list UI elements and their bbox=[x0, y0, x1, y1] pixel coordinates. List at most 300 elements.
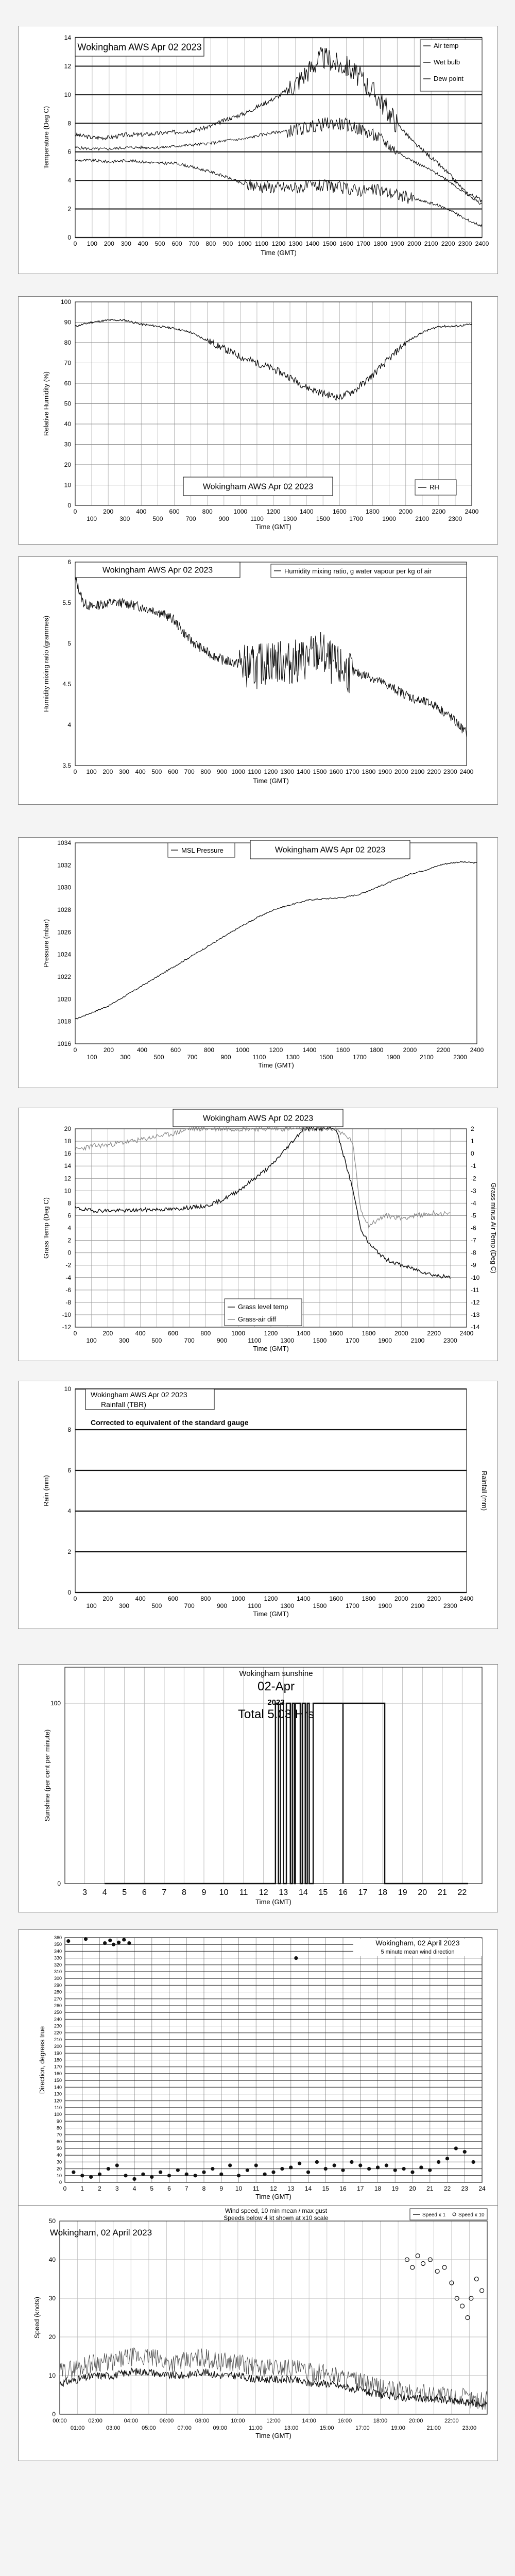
x-tick-label: 03:00 bbox=[106, 2425, 121, 2431]
x-tick-label: 700 bbox=[184, 1337, 195, 1344]
x-tick-label: 800 bbox=[200, 1595, 211, 1602]
y-tick-label: 210 bbox=[54, 2037, 62, 2042]
y-tick-label: -6 bbox=[65, 1286, 71, 1294]
y2-tick-label: -1 bbox=[471, 1162, 476, 1170]
y-tick-label: 14 bbox=[64, 34, 71, 41]
x-tick-label: 0 bbox=[73, 1595, 77, 1602]
y-tick-label: 0 bbox=[59, 2180, 62, 2185]
data-point bbox=[84, 1937, 88, 1941]
x-tick-label: 1200 bbox=[264, 1330, 278, 1337]
x-tick-label: 200 bbox=[104, 240, 114, 247]
grass-temp-chart bbox=[19, 1108, 497, 1361]
x-tick-label: 400 bbox=[135, 1330, 146, 1337]
y-tick-label: 310 bbox=[54, 1969, 62, 1974]
y-tick-label: 0 bbox=[67, 1249, 71, 1257]
y-tick-label: 150 bbox=[54, 2078, 62, 2083]
x-tick-label: 20 bbox=[409, 2185, 416, 2192]
data-point bbox=[445, 2157, 449, 2160]
y-tick-label: -10 bbox=[62, 1311, 71, 1318]
x-tick-label: 1300 bbox=[280, 1602, 295, 1609]
x-tick-label: 1200 bbox=[271, 240, 286, 247]
x-tick-label: 0 bbox=[73, 240, 77, 247]
y-tick-label: 100 bbox=[60, 298, 71, 306]
y2-tick-label: -6 bbox=[471, 1224, 476, 1232]
x-tick-label: 300 bbox=[119, 515, 130, 522]
y-tick-label: 12 bbox=[64, 1175, 71, 1182]
x-tick-label: 6 bbox=[167, 2185, 171, 2192]
x-tick-label: 1700 bbox=[356, 240, 370, 247]
x-tick-label: 1200 bbox=[269, 1046, 283, 1054]
data-point bbox=[306, 2171, 310, 2174]
x-tick-label: 0 bbox=[73, 1046, 77, 1054]
y-tick-label: 3.5 bbox=[62, 762, 71, 769]
x-axis-label: Time (GMT) bbox=[255, 1898, 291, 1906]
y-tick-label: 0 bbox=[52, 2411, 56, 2418]
y-tick-label: 330 bbox=[54, 1955, 62, 1961]
x-tick-label: 18 bbox=[374, 2185, 382, 2192]
data-point bbox=[341, 2168, 345, 2172]
chart-title: Wokingham AWS Apr 02 2023 bbox=[274, 845, 386, 855]
legend-label: MSL Pressure bbox=[181, 846, 224, 854]
data-point bbox=[132, 2177, 136, 2181]
x-tick-label: 100 bbox=[87, 240, 97, 247]
x-tick-label: 2100 bbox=[410, 1602, 425, 1609]
x-tick-label: 11 bbox=[239, 1888, 248, 1897]
x-axis-label: Time (GMT) bbox=[255, 523, 291, 531]
series-line-pressure bbox=[75, 861, 477, 1019]
x-tick-label: 19 bbox=[391, 2185, 399, 2192]
grass-temp-chart-panel bbox=[18, 1108, 498, 1361]
mixing-ratio-chart-panel bbox=[18, 556, 498, 805]
x-tick-label: 01:00 bbox=[70, 2425, 85, 2431]
chart-title: Wokingham, 02 April 2023 bbox=[375, 1939, 460, 1947]
x-tick-label: 2000 bbox=[407, 240, 421, 247]
y-tick-label: 5.5 bbox=[62, 599, 71, 606]
data-point bbox=[72, 2171, 75, 2174]
data-point bbox=[115, 2163, 119, 2167]
x-tick-label: 1900 bbox=[382, 515, 396, 522]
sunshine-chart-panel bbox=[18, 1664, 498, 1912]
x-tick-label: 2200 bbox=[427, 1330, 441, 1337]
x-tick-label: 07:00 bbox=[177, 2425, 192, 2431]
x-tick-label: 700 bbox=[187, 1054, 198, 1061]
x-tick-label: 1300 bbox=[286, 1054, 300, 1061]
y-tick-label: 90 bbox=[56, 2119, 62, 2124]
data-point bbox=[194, 2174, 197, 2177]
data-point bbox=[463, 2150, 467, 2154]
y-tick-label: 10 bbox=[56, 2173, 62, 2178]
x-tick-label: 1500 bbox=[319, 1054, 333, 1061]
x-tick-label: 20:00 bbox=[408, 2418, 423, 2424]
x-tick-label: 1800 bbox=[362, 768, 376, 775]
x-tick-label: 1400 bbox=[296, 768, 311, 775]
y2-tick-label: 2 bbox=[471, 1125, 474, 1132]
x-tick-label: 10 bbox=[235, 2185, 243, 2192]
y-tick-label: 16 bbox=[64, 1150, 71, 1158]
x-tick-label: 1100 bbox=[248, 1337, 262, 1344]
data-point bbox=[246, 2168, 249, 2172]
x-tick-label: 21:00 bbox=[426, 2425, 441, 2431]
x-tick-label: 0 bbox=[73, 768, 77, 775]
x-tick-label: 1800 bbox=[362, 1595, 376, 1602]
x-tick-label: 2400 bbox=[465, 508, 479, 515]
y-tick-label: 140 bbox=[54, 2084, 62, 2090]
x-tick-label: 1400 bbox=[296, 1595, 311, 1602]
y-tick-label: 5 bbox=[67, 640, 71, 647]
x-tick-label: 8 bbox=[202, 2185, 206, 2192]
x-tick-label: 5 bbox=[122, 1888, 127, 1897]
y-tick-label: 160 bbox=[54, 2071, 62, 2076]
x-tick-label: 15 bbox=[322, 2185, 329, 2192]
chart-subtitle: 02-Apr bbox=[257, 1680, 295, 1693]
x-axis-label: Time (GMT) bbox=[261, 249, 297, 257]
y-axis-label: Pressure (mbar) bbox=[42, 919, 50, 968]
series-line-sunshine bbox=[105, 1703, 468, 1884]
data-point bbox=[437, 2160, 440, 2164]
data-point bbox=[385, 2163, 388, 2167]
data-point bbox=[393, 2168, 397, 2172]
x-tick-label: 2200 bbox=[441, 240, 455, 247]
x-tick-label: 19 bbox=[398, 1888, 407, 1897]
x-tick-label: 1600 bbox=[329, 1330, 344, 1337]
y-tick-label: 14 bbox=[64, 1162, 71, 1170]
data-point bbox=[280, 2167, 284, 2171]
y-tick-label: 1026 bbox=[57, 928, 71, 936]
x-tick-label: 1300 bbox=[283, 515, 297, 522]
x-tick-label: 900 bbox=[216, 768, 228, 775]
y-tick-label: 320 bbox=[54, 1962, 62, 1968]
x-tick-label: 1 bbox=[80, 2185, 84, 2192]
y-tick-label: 100 bbox=[50, 1700, 61, 1707]
data-point bbox=[416, 2254, 420, 2258]
x-tick-label: 2100 bbox=[424, 240, 438, 247]
x-tick-label: 2000 bbox=[399, 508, 413, 515]
pressure-chart bbox=[19, 838, 497, 1088]
x-tick-label: 1700 bbox=[345, 768, 359, 775]
x-axis-label: Time (GMT) bbox=[253, 1345, 289, 1352]
x-tick-label: 2200 bbox=[432, 508, 446, 515]
y-tick-label: 2 bbox=[67, 205, 71, 213]
y-tick-label: 40 bbox=[56, 2153, 62, 2158]
x-tick-label: 1400 bbox=[296, 1330, 311, 1337]
x-tick-label: 1100 bbox=[250, 515, 264, 522]
data-point bbox=[103, 1941, 107, 1945]
x-tick-label: 2300 bbox=[458, 240, 472, 247]
x-tick-label: 2400 bbox=[459, 768, 474, 775]
y-tick-label: 0 bbox=[57, 1880, 61, 1887]
x-tick-label: 1100 bbox=[255, 240, 268, 247]
x-tick-label: 800 bbox=[203, 1046, 215, 1054]
x-tick-label: 3 bbox=[82, 1888, 88, 1897]
x-tick-label: 12 bbox=[270, 2185, 277, 2192]
legend-label: RH bbox=[430, 483, 439, 491]
x-tick-label: 200 bbox=[102, 1595, 113, 1602]
x-tick-label: 1700 bbox=[353, 1054, 367, 1061]
x-tick-label: 11 bbox=[253, 2185, 260, 2192]
rainfall-chart-panel bbox=[18, 1381, 498, 1629]
x-tick-label: 14 bbox=[298, 1888, 308, 1897]
x-tick-label: 600 bbox=[171, 240, 182, 247]
y-tick-label: 4 bbox=[67, 721, 71, 728]
data-point bbox=[80, 2174, 84, 2177]
x-tick-label: 2300 bbox=[453, 1054, 467, 1061]
chart-subtitle: Rainfall (TBR) bbox=[101, 1400, 146, 1409]
data-point bbox=[219, 2173, 223, 2176]
humidity-chart-panel bbox=[18, 296, 498, 545]
x-tick-label: 2400 bbox=[475, 240, 489, 247]
y-tick-label: 30 bbox=[48, 2295, 56, 2302]
x-tick-label: 1400 bbox=[305, 240, 320, 247]
x-tick-label: 22:00 bbox=[444, 2418, 459, 2424]
x-tick-label: 1900 bbox=[378, 1602, 392, 1609]
x-tick-label: 1700 bbox=[345, 1602, 359, 1609]
x-axis-label: Time (GMT) bbox=[253, 777, 289, 785]
y-tick-label: 4 bbox=[67, 177, 71, 184]
y-tick-label: 220 bbox=[54, 2030, 62, 2036]
y-tick-label: 0 bbox=[67, 234, 71, 241]
x-tick-label: 9 bbox=[219, 2185, 224, 2192]
x-tick-label: 300 bbox=[121, 240, 131, 247]
x-tick-label: 100 bbox=[87, 515, 97, 522]
y2-tick-label: -8 bbox=[471, 1249, 476, 1257]
chart-title: Wokingham sunshine bbox=[239, 1669, 313, 1678]
y-tick-label: 20 bbox=[64, 1125, 71, 1132]
x-tick-label: 400 bbox=[135, 1595, 146, 1602]
x-tick-label: 2100 bbox=[410, 1337, 425, 1344]
x-tick-label: 21 bbox=[426, 2185, 434, 2192]
y-tick-label: 50 bbox=[48, 2217, 56, 2225]
x-tick-label: 1700 bbox=[345, 1337, 359, 1344]
y-tick-label: 12 bbox=[64, 62, 71, 70]
data-point bbox=[254, 2163, 258, 2167]
x-tick-label: 13:00 bbox=[284, 2425, 299, 2431]
y-tick-label: 2 bbox=[67, 1236, 71, 1244]
y-tick-label: 1022 bbox=[57, 973, 71, 980]
wind-direction-chart bbox=[19, 1930, 497, 2206]
x-tick-label: 0 bbox=[73, 1330, 77, 1337]
x-tick-label: 09:00 bbox=[213, 2425, 228, 2431]
x-tick-label: 1000 bbox=[235, 1046, 250, 1054]
x-tick-label: 22 bbox=[443, 2185, 451, 2192]
x-tick-label: 2400 bbox=[470, 1046, 484, 1054]
y2-tick-label: -14 bbox=[471, 1324, 480, 1331]
y2-axis-label: Grass minus Air Temp (Deg C) bbox=[490, 1182, 497, 1274]
data-point bbox=[211, 2167, 214, 2171]
x-tick-label: 1900 bbox=[386, 1054, 400, 1061]
y-tick-label: 8 bbox=[67, 1426, 71, 1433]
x-tick-label: 1200 bbox=[266, 508, 281, 515]
plot-frame bbox=[75, 562, 467, 766]
data-point bbox=[315, 2160, 319, 2164]
x-tick-label: 3 bbox=[115, 2185, 119, 2192]
x-tick-label: 600 bbox=[170, 1046, 181, 1054]
data-point bbox=[410, 2171, 414, 2174]
y-axis-label: Direction, degrees true bbox=[38, 2026, 46, 2094]
x-tick-label: 1600 bbox=[329, 1595, 344, 1602]
y-tick-label: 4 bbox=[67, 1507, 71, 1515]
x-tick-label: 1800 bbox=[362, 1330, 376, 1337]
y-tick-label: 1032 bbox=[57, 861, 71, 869]
x-tick-label: 500 bbox=[151, 1337, 162, 1344]
x-tick-label: 12 bbox=[259, 1888, 268, 1897]
data-point bbox=[402, 2167, 406, 2171]
x-tick-label: 1300 bbox=[288, 240, 303, 247]
x-tick-label: 500 bbox=[151, 768, 162, 775]
x-tick-label: 10:00 bbox=[231, 2418, 245, 2424]
x-tick-label: 8 bbox=[181, 1888, 186, 1897]
x-tick-label: 400 bbox=[136, 508, 147, 515]
x-tick-label: 700 bbox=[184, 1602, 195, 1609]
y-tick-label: 20 bbox=[64, 461, 71, 468]
x-axis-label: Time (GMT) bbox=[253, 1610, 289, 1618]
temperature-chart-panel bbox=[18, 26, 498, 274]
y-tick-label: 280 bbox=[54, 1989, 62, 1995]
y-tick-label: 270 bbox=[54, 1996, 62, 2002]
x-tick-label: 400 bbox=[135, 768, 146, 775]
y-tick-label: 10 bbox=[48, 2372, 56, 2379]
y-axis-label: Temperature (Deg C) bbox=[42, 106, 50, 170]
x-tick-label: 2200 bbox=[436, 1046, 451, 1054]
x-tick-label: 1900 bbox=[390, 240, 404, 247]
x-tick-label: 1500 bbox=[313, 1337, 327, 1344]
x-tick-label: 23 bbox=[461, 2185, 468, 2192]
x-tick-label: 2000 bbox=[394, 1330, 408, 1337]
x-tick-label: 2300 bbox=[448, 515, 462, 522]
x-tick-label: 20 bbox=[418, 1888, 427, 1897]
x-tick-label: 600 bbox=[167, 1595, 179, 1602]
data-point bbox=[294, 1956, 298, 1960]
chart-title: Wokingham AWS Apr 02 2023 bbox=[202, 1114, 314, 1123]
chart-title: Wokingham, 02 April 2023 bbox=[49, 2228, 152, 2238]
y-tick-label: 110 bbox=[54, 2105, 62, 2110]
data-point bbox=[428, 2168, 432, 2172]
chart-subtitle: 5 minute mean wind direction bbox=[381, 1949, 455, 1955]
data-point bbox=[108, 1939, 112, 1942]
y-tick-label: 60 bbox=[64, 380, 71, 387]
y-tick-label: 190 bbox=[54, 2050, 62, 2056]
y-tick-label: 1018 bbox=[57, 1018, 71, 1025]
y-tick-label: 120 bbox=[54, 2098, 62, 2104]
x-tick-label: 1000 bbox=[231, 768, 246, 775]
x-axis-label: Time (GMT) bbox=[255, 2432, 291, 2439]
y-tick-label: 50 bbox=[64, 400, 71, 408]
x-tick-label: 800 bbox=[200, 768, 211, 775]
y-tick-label: 70 bbox=[64, 359, 71, 367]
x-tick-label: 400 bbox=[138, 240, 148, 247]
x-tick-label: 12:00 bbox=[266, 2418, 281, 2424]
y-tick-label: -12 bbox=[62, 1324, 71, 1331]
data-point bbox=[442, 2265, 447, 2269]
y-tick-label: -2 bbox=[65, 1261, 71, 1269]
x-tick-label: 15 bbox=[318, 1888, 328, 1897]
x-tick-label: 900 bbox=[220, 1054, 231, 1061]
humidity-chart bbox=[19, 297, 497, 544]
data-point bbox=[367, 2167, 371, 2171]
x-tick-label: 21 bbox=[437, 1888, 447, 1897]
x-tick-label: 200 bbox=[102, 1330, 113, 1337]
data-point bbox=[107, 2167, 110, 2171]
x-tick-label: 4 bbox=[102, 1888, 107, 1897]
x-tick-label: 1100 bbox=[248, 768, 262, 775]
legend-label: Grass-air diff bbox=[238, 1315, 277, 1323]
data-point bbox=[167, 2174, 171, 2177]
data-point bbox=[271, 2171, 275, 2174]
data-point bbox=[159, 2171, 162, 2174]
data-point bbox=[263, 2173, 267, 2176]
legend-label: Speed x 1 bbox=[422, 2212, 446, 2218]
y-tick-label: 4.5 bbox=[62, 681, 71, 688]
legend-label: Wet bulb bbox=[434, 58, 460, 66]
x-tick-label: 1300 bbox=[280, 1337, 295, 1344]
x-tick-label: 1200 bbox=[264, 1595, 278, 1602]
x-tick-label: 200 bbox=[102, 768, 113, 775]
y-tick-label: 20 bbox=[56, 2166, 62, 2172]
x-tick-label: 19:00 bbox=[391, 2425, 405, 2431]
data-point bbox=[324, 2167, 328, 2171]
data-point bbox=[124, 2174, 128, 2177]
data-point bbox=[474, 2277, 478, 2281]
data-point bbox=[421, 2262, 425, 2266]
y2-tick-label: -4 bbox=[471, 1199, 476, 1207]
x-tick-label: 900 bbox=[216, 1337, 228, 1344]
x-tick-label: 600 bbox=[169, 508, 180, 515]
pressure-chart-panel bbox=[18, 837, 498, 1088]
data-point bbox=[66, 1939, 70, 1943]
y-tick-label: 1024 bbox=[57, 951, 71, 958]
data-point bbox=[376, 2165, 380, 2169]
x-tick-label: 100 bbox=[86, 1602, 97, 1609]
legend-label: Grass level temp bbox=[238, 1303, 288, 1311]
chart-year: 2023 bbox=[267, 1698, 285, 1707]
x-tick-label: 2300 bbox=[443, 1337, 457, 1344]
y-tick-label: 90 bbox=[64, 318, 71, 326]
x-tick-label: 2300 bbox=[443, 768, 457, 775]
x-tick-label: 300 bbox=[118, 768, 130, 775]
x-tick-label: 00:00 bbox=[53, 2418, 67, 2424]
x-tick-label: 15:00 bbox=[319, 2425, 334, 2431]
y2-tick-label: 0 bbox=[471, 1150, 474, 1158]
x-tick-label: 06:00 bbox=[159, 2418, 174, 2424]
x-tick-label: 14 bbox=[304, 2185, 312, 2192]
x-tick-label: 24 bbox=[478, 2185, 486, 2192]
y-tick-label: 360 bbox=[54, 1935, 62, 1940]
data-point bbox=[472, 2160, 475, 2164]
y-tick-label: 340 bbox=[54, 1948, 62, 1954]
x-tick-label: 9 bbox=[201, 1888, 207, 1897]
x-tick-label: 17 bbox=[358, 1888, 368, 1897]
x-tick-label: 300 bbox=[118, 1602, 130, 1609]
y-tick-label: 50 bbox=[56, 2146, 62, 2151]
y-tick-label: 30 bbox=[64, 440, 71, 448]
legend-label: Speed x 10 bbox=[458, 2212, 485, 2218]
y-tick-label: 40 bbox=[48, 2256, 56, 2263]
x-tick-label: 22 bbox=[457, 1888, 467, 1897]
x-tick-label: 800 bbox=[205, 240, 216, 247]
data-point bbox=[89, 2175, 93, 2179]
y-tick-label: 350 bbox=[54, 1942, 62, 1947]
x-tick-label: 1800 bbox=[373, 240, 387, 247]
series-line-grass-temp bbox=[75, 1127, 450, 1279]
x-tick-label: 300 bbox=[120, 1054, 131, 1061]
legend-label: Air temp bbox=[434, 42, 459, 49]
y2-tick-label: -7 bbox=[471, 1236, 476, 1244]
data-point bbox=[150, 2175, 153, 2179]
chart-subtitle: Wind speed, 10 min mean / max gust bbox=[225, 2207, 328, 2214]
y2-tick-label: -9 bbox=[471, 1261, 476, 1269]
y-tick-label: 100 bbox=[54, 2112, 62, 2117]
x-tick-label: 17 bbox=[357, 2185, 364, 2192]
x-tick-label: 1400 bbox=[302, 1046, 317, 1054]
